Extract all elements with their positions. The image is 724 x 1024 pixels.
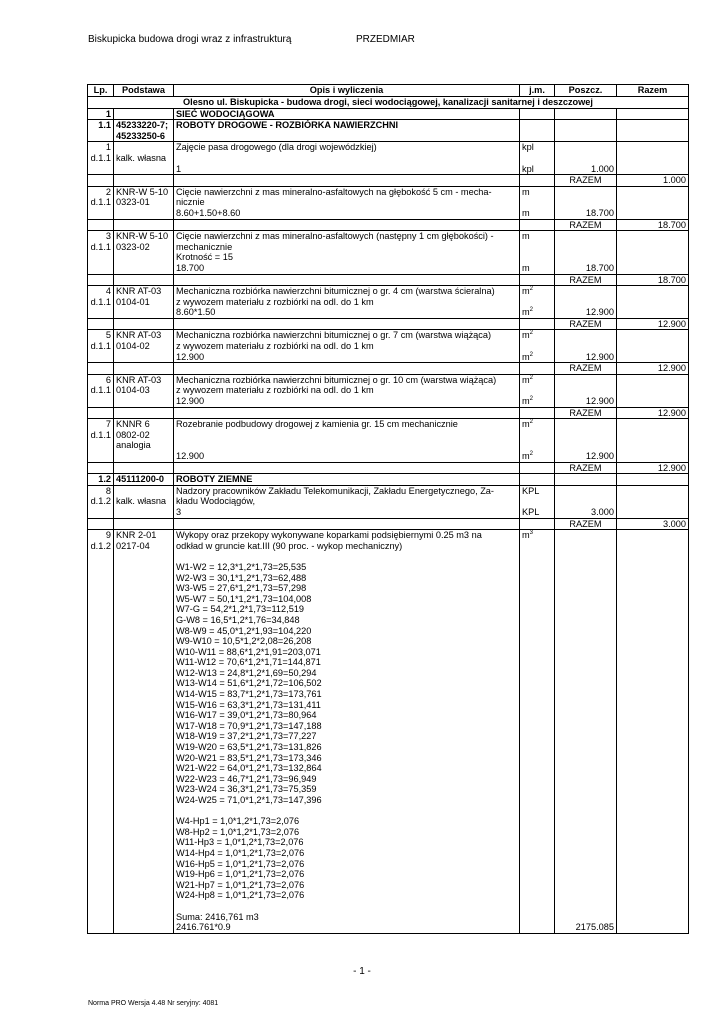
razem-value: 12.900 (617, 363, 689, 375)
item-lp: d.1.1 (90, 241, 111, 252)
razem-value: 12.900 (617, 462, 689, 474)
section-title: ROBOTY DROGOWE - ROZBIÓRKA NAWIERZCHNI (176, 120, 399, 131)
razem-row (88, 363, 689, 375)
item-poszcz (557, 647, 614, 658)
item-jm (522, 647, 552, 658)
item-jm (522, 784, 552, 795)
razem-label: RAZEM (555, 363, 617, 375)
item-jm (522, 385, 552, 396)
item-jm (522, 297, 552, 308)
item-poszcz (557, 806, 614, 817)
item-poszcz (557, 573, 614, 584)
item-poszcz (557, 668, 614, 679)
item-jm (522, 242, 552, 253)
razem-row (88, 318, 689, 330)
item-jm (522, 657, 552, 668)
header-right: PRZEDMIAR (356, 34, 415, 45)
item-jm (522, 430, 552, 441)
item-poszcz (557, 753, 614, 764)
item-row (88, 419, 689, 462)
item-lp: d.1.1 (90, 152, 111, 163)
item-opis: z wywozem materiału z rozbiórki na odl. do 1 km (176, 296, 374, 307)
section-title: SIEĆ WODOCIĄGOWA (176, 108, 275, 119)
col-poszcz-header: Poszcz. (555, 85, 617, 97)
item-opis: Suma: 2416,761 m3 (176, 911, 259, 922)
item-opis: Mechaniczna rozbiórka nawierzchni bitumicznej o gr. 10 cm (warstwa wiążąca) (176, 374, 497, 385)
item-jm: $m^2$ (522, 374, 533, 385)
item-jm (522, 551, 552, 562)
item-lp: d.1.1 (90, 385, 111, 396)
item-opis: 3 (176, 506, 182, 517)
item-podstawa (116, 109, 171, 120)
section-row (88, 120, 689, 142)
page-number: - 1 - (353, 966, 371, 977)
item-opis: W5-W7 = 50,1*1,2*1,73=104,008 (176, 593, 312, 604)
item-poszcz (557, 689, 614, 700)
item-opis: W10-W11 = 88,6*1,2*1,91=203,071 (176, 646, 321, 657)
item-poszcz (557, 774, 614, 785)
item-poszcz (557, 710, 614, 721)
item-opis: odkład w gruncie kat.III (90 proc. - wykop mechaniczny) (176, 540, 403, 551)
item-jm: m (522, 186, 530, 197)
item-jm (522, 742, 552, 753)
item-jm (522, 440, 552, 451)
item-poszcz (557, 197, 614, 208)
item-podstawa: kalk. własna (116, 496, 167, 507)
item-lp: 1 (105, 142, 111, 153)
item-jm: KPL (522, 485, 540, 496)
item-opis: W15-W16 = 63,3*1,2*1,73=131,411 (176, 699, 321, 710)
item-opis: 1 (176, 163, 182, 174)
item-lp: 1 (105, 108, 111, 119)
item-jm (522, 341, 552, 352)
item-jm (522, 541, 552, 552)
item-opis: W8-W9 = 45,0*1,2*1,93=104,220 (176, 625, 312, 636)
item-jm (522, 496, 552, 507)
item-poszcz: 3.000 (591, 506, 614, 517)
item-podstawa: 0802-02 (116, 429, 150, 440)
item-opis (176, 440, 517, 451)
item-jm (522, 869, 552, 880)
item-opis (176, 806, 517, 817)
razem-row (88, 175, 689, 187)
item-podstawa: KNR-W 5-10 (116, 186, 169, 197)
item-jm (522, 922, 552, 933)
item-opis: W4-Hp1 = 1,0*1,2*1,73=2,076 (176, 816, 300, 827)
item-jm (522, 573, 552, 584)
software-footer: Norma PRO Wersja 4.48 Nr seryjny: 4081 (88, 1000, 219, 1007)
item-opis (176, 153, 517, 164)
item-podstawa: KNR AT-03 (116, 374, 162, 385)
item-opis: W21-Hp7 = 1,0*1,2*1,73=2,076 (176, 879, 305, 890)
item-poszcz (557, 330, 614, 341)
item-opis: W2-W3 = 30,1*1,2*1,73=62,488 (176, 572, 307, 583)
item-opis: Zajęcie pasa drogowego (dla drogi wojewódzkiej) (176, 142, 377, 153)
razem-label: RAZEM (555, 462, 617, 474)
item-opis: W11-W12 = 70,6*1,2*1,71=144,871 (176, 657, 321, 668)
item-opis (176, 430, 517, 441)
item-poszcz (557, 594, 614, 605)
item-poszcz (557, 375, 614, 386)
item-opis: W1-W2 = 12,3*1,2*1,73=25,535 (176, 561, 307, 572)
item-opis: W22-W23 = 46,7*1,2*1,73=96,949 (176, 773, 317, 784)
item-jm (522, 795, 552, 806)
item-jm (522, 890, 552, 901)
item-jm (522, 806, 552, 817)
item-lp: 1.1 (98, 120, 111, 131)
item-podstawa: 0323-02 (116, 241, 150, 252)
item-opis: nicznie (176, 197, 205, 208)
item-poszcz (557, 242, 614, 253)
item-poszcz (557, 231, 614, 242)
item-jm (522, 848, 552, 859)
przedmiar-table (87, 84, 689, 934)
item-lp: 9 (105, 530, 111, 541)
item-opis: 8.60*1.50 (176, 307, 216, 318)
item-poszcz (557, 562, 614, 573)
razem-value: 12.900 (617, 407, 689, 419)
item-podstawa (116, 486, 171, 497)
table-header-row (88, 85, 689, 97)
item-opis: mechanicznie (176, 241, 233, 252)
razem-row (88, 518, 689, 530)
item-opis: 12.900 (176, 351, 205, 362)
item-jm (522, 153, 552, 164)
item-podstawa: 0104-02 (116, 341, 150, 352)
razem-label: RAZEM (555, 274, 617, 286)
item-row (88, 286, 689, 319)
item-poszcz (557, 385, 614, 396)
item-jm: $m^2$ (522, 307, 533, 318)
item-lp: 3 (105, 231, 111, 242)
item-poszcz: 12.900 (585, 451, 614, 461)
item-poszcz (557, 583, 614, 594)
razem-row (88, 462, 689, 474)
item-poszcz (557, 912, 614, 923)
item-jm: kpl (522, 142, 534, 153)
item-row (88, 330, 689, 363)
item-poszcz (557, 626, 614, 637)
item-opis: W17-W18 = 70,9*1,2*1,73=147,188 (176, 720, 322, 731)
item-poszcz (557, 297, 614, 308)
col-opis-header: Opis i wyliczenia (174, 85, 520, 97)
item-jm (522, 763, 552, 774)
item-opis: Mechaniczna rozbiórka nawierzchni bitumicznej o gr. 7 cm (warstwa wiążąca) (176, 330, 492, 341)
item-opis: Mechaniczna rozbiórka nawierzchni bitumicznej o gr. 4 cm (warstwa ścieralna) (176, 286, 495, 297)
item-podstawa: KNNR 6 (116, 419, 150, 430)
item-poszcz: 18.700 (585, 207, 614, 218)
table-body (88, 97, 689, 934)
item-poszcz: 12.900 (585, 396, 614, 407)
item-poszcz (557, 837, 614, 848)
item-poszcz (557, 763, 614, 774)
project-title-row (88, 97, 689, 109)
item-opis: W16-Hp5 = 1,0*1,2*1,73=2,076 (176, 858, 305, 869)
razem-value: 12.900 (617, 318, 689, 330)
item-jm (522, 197, 552, 208)
item-opis: W14-Hp4 = 1,0*1,2*1,73=2,076 (176, 847, 305, 858)
item-podstawa: KNR AT-03 (116, 330, 162, 341)
item-opis: W20-W21 = 83,5*1,2*1,73=173,346 (176, 752, 322, 763)
item-jm (522, 816, 552, 827)
item-jm: $m^2$ (522, 286, 533, 297)
item-podstawa: 0104-03 (116, 385, 150, 396)
item-poszcz (557, 848, 614, 859)
item-opis: W19-W20 = 63,5*1,2*1,73=131,826 (176, 742, 322, 753)
razem-row (88, 274, 689, 286)
item-poszcz (557, 721, 614, 732)
item-opis: W11-Hp3 = 1,0*1,2*1,73=2,076 (176, 837, 304, 848)
item-jm (522, 689, 552, 700)
item-podstawa: 0217-04 (116, 540, 150, 551)
razem-value: 18.700 (617, 219, 689, 231)
item-poszcz (557, 541, 614, 552)
item-opis: kładu Wodociągów, (176, 496, 255, 507)
item-opis: z wywozem materiału z rozbiórki na odl. do 1 km (176, 341, 374, 352)
item-opis: Wykopy oraz przekopy wykonywane koparkami podsiębiernymi 0.25 m3 na (176, 530, 482, 541)
item-jm (522, 721, 552, 732)
item-opis: W16-W17 = 39,0*1,2*1,73=80,964 (176, 710, 317, 721)
item-poszcz (557, 657, 614, 668)
item-podstawa: analogia (116, 440, 151, 451)
col-lp-header: Lp. (88, 85, 114, 97)
item-poszcz: 2175.085 (575, 922, 614, 933)
col-podstawa-header: Podstawa (114, 85, 174, 97)
item-jm: $m^2$ (522, 395, 533, 407)
item-podstawa: 45233220-7; (116, 120, 169, 131)
razem-label: RAZEM (555, 175, 617, 187)
item-lp: d.1.2 (90, 496, 111, 507)
item-opis: W14-W15 = 83,7*1,2*1,73=173,761 (176, 689, 322, 700)
item-poszcz (557, 636, 614, 647)
item-opis: W3-W5 = 27,6*1,2*1,73=57,298 (176, 583, 307, 594)
section-title: ROBOTY ZIEMNE (176, 474, 253, 485)
item-poszcz (557, 731, 614, 742)
item-jm (522, 604, 552, 615)
item-poszcz (557, 604, 614, 615)
item-podstawa: 45233250-6 (116, 130, 166, 141)
razem-label: RAZEM (555, 219, 617, 231)
item-poszcz (557, 187, 614, 198)
section-row (88, 474, 689, 486)
item-jm: $m^2$ (522, 330, 533, 341)
item-poszcz (557, 430, 614, 441)
item-opis (176, 551, 517, 562)
item-poszcz (557, 142, 614, 153)
item-poszcz (557, 678, 614, 689)
item-opis: W19-Hp6 = 1,0*1,2*1,73=2,076 (176, 869, 305, 880)
item-jm: KPL (522, 506, 540, 517)
razem-value: 18.700 (617, 274, 689, 286)
item-poszcz (557, 615, 614, 626)
item-row (88, 231, 689, 274)
item-jm (522, 626, 552, 637)
item-jm: m (522, 262, 530, 273)
item-opis: 2416.761*0.9 (176, 922, 231, 933)
item-opis: W24-Hp8 = 1,0*1,2*1,73=2,076 (176, 890, 305, 901)
item-lp: 4 (105, 286, 111, 297)
item-lp: d.1.1 (90, 296, 111, 307)
item-poszcz (557, 700, 614, 711)
item-row (88, 186, 689, 219)
item-opis: Krotność = 15 (176, 252, 233, 263)
item-poszcz (557, 880, 614, 891)
item-poszcz: 12.900 (585, 307, 614, 318)
razem-label: RAZEM (555, 407, 617, 419)
item-jm (522, 880, 552, 891)
item-jm (522, 678, 552, 689)
item-jm (522, 668, 552, 679)
item-opis: Nadzory pracowników Zakładu Telekomunikacji, Zakładu Energetycznego, Za- (176, 485, 494, 496)
item-jm: $m^2$ (522, 450, 533, 461)
item-row (88, 530, 689, 934)
item-lp: d.1.2 (90, 540, 111, 551)
item-podstawa: KNR AT-03 (116, 286, 162, 297)
col-razem-header: Razem (617, 85, 689, 97)
header-left: Biskupicka budowa drogi wraz z infrastrukturą (88, 34, 292, 45)
item-jm: kpl (522, 163, 534, 174)
item-opis: 18.700 (176, 262, 205, 273)
item-poszcz (557, 419, 614, 430)
item-poszcz (557, 496, 614, 507)
item-poszcz (557, 440, 614, 451)
razem-label: RAZEM (555, 518, 617, 530)
col-jm-header: j.m. (520, 85, 555, 97)
razem-row (88, 407, 689, 419)
item-poszcz: 18.700 (585, 262, 614, 273)
item-jm (522, 615, 552, 626)
item-opis: W12-W13 = 24,8*1,2*1,69=50,294 (176, 667, 317, 678)
item-poszcz (557, 859, 614, 870)
item-opis: W9-W10 = 10,5*1,2*2,08=26,208 (176, 636, 312, 647)
item-opis: W18-W19 = 37,2*1,2*1,73=77,227 (176, 731, 317, 742)
item-poszcz (557, 153, 614, 164)
item-poszcz (557, 486, 614, 497)
item-poszcz (557, 341, 614, 352)
item-opis: 8.60+1.50+8.60 (176, 207, 241, 218)
item-opis: Rozebranie podbudowy drogowej z kamienia gr. 15 cm mechanicznie (176, 419, 458, 430)
item-lp: 8 (105, 485, 111, 496)
item-opis: W13-W14 = 51,6*1,2*1,72=106,502 (176, 678, 322, 689)
section-title (176, 131, 517, 142)
item-podstawa: KNR 2-01 (116, 530, 157, 541)
item-jm (522, 827, 552, 838)
item-opis: Cięcie nawierzchni z mas mineralno-asfaltowych na głębokość 5 cm - mecha- (176, 186, 492, 197)
item-opis: W21-W22 = 64,0*1,2*1,73=132,864 (176, 763, 322, 774)
item-lp: 6 (105, 374, 111, 385)
item-lp: d.1.1 (90, 429, 111, 440)
item-jm (522, 731, 552, 742)
item-jm (522, 583, 552, 594)
item-jm (522, 710, 552, 721)
razem-value: 3.000 (617, 518, 689, 530)
item-podstawa: 0104-01 (116, 296, 150, 307)
item-jm (522, 912, 552, 923)
item-podstawa: kalk. własna (116, 152, 167, 163)
item-jm (522, 859, 552, 870)
item-poszcz (557, 890, 614, 901)
item-jm (522, 837, 552, 848)
item-poszcz: 1.000 (591, 163, 614, 174)
item-jm: m (522, 207, 530, 218)
item-jm: $m^3$ (522, 530, 533, 541)
item-jm: $m^2$ (522, 351, 533, 362)
item-jm (522, 774, 552, 785)
item-lp: 2 (105, 186, 111, 197)
item-row (88, 374, 689, 407)
item-poszcz (557, 795, 614, 806)
item-podstawa: KNR-W 5-10 (116, 231, 169, 242)
item-opis: z wywozem materiału z rozbiórki na odl. do 1 km (176, 385, 374, 396)
item-jm: m (522, 231, 530, 242)
item-opis (176, 901, 517, 912)
item-jm (522, 562, 552, 573)
item-poszcz (557, 530, 614, 541)
item-podstawa (116, 142, 171, 153)
item-poszcz (557, 827, 614, 838)
item-lp: 7 (105, 419, 111, 430)
item-jm (522, 753, 552, 764)
item-opis: Cięcie nawierzchni z mas mineralno-asfaltowych (następny 1 cm głębokości) - (176, 231, 494, 242)
item-lp: 1.2 (98, 474, 111, 485)
item-poszcz (557, 551, 614, 562)
item-row (88, 485, 689, 518)
item-poszcz (557, 816, 614, 827)
item-podstawa: 0323-01 (116, 197, 150, 208)
item-poszcz: 12.900 (585, 351, 614, 362)
item-lp: d.1.1 (90, 197, 111, 208)
item-podstawa: 45111200-0 (116, 474, 165, 485)
item-opis: W7-G = 54,2*1,2*1,73=112,519 (176, 604, 305, 615)
item-lp: 5 (105, 330, 111, 341)
razem-label: RAZEM (555, 318, 617, 330)
item-opis: W8-Hp2 = 1,0*1,2*1,73=2,076 (176, 826, 300, 837)
razem-value: 1.000 (617, 175, 689, 187)
item-row (88, 142, 689, 175)
item-jm (522, 594, 552, 605)
item-jm: $m^2$ (522, 419, 533, 430)
item-jm (522, 252, 552, 263)
item-poszcz (557, 286, 614, 297)
item-jm (522, 700, 552, 711)
section-row (88, 108, 689, 120)
item-opis: W24-W25 = 71,0*1,2*1,73=147,396 (176, 795, 322, 805)
item-opis: 12.900 (176, 451, 205, 461)
item-poszcz (557, 784, 614, 795)
item-poszcz (557, 901, 614, 912)
item-poszcz (557, 742, 614, 753)
item-jm (522, 636, 552, 647)
item-opis: W23-W24 = 36,3*1,2*1,73=75,359 (176, 784, 317, 795)
item-opis: G-W8 = 16,5*1,2*1,76=34,848 (176, 614, 300, 625)
item-poszcz (557, 252, 614, 263)
project-title: Olesno ul. Biskupicka - budowa drogi, sieci wodociągowej, kanalizacji sanitarnej i deszczowej (88, 97, 689, 109)
item-jm (522, 901, 552, 912)
item-lp: d.1.1 (90, 341, 111, 352)
item-poszcz (557, 869, 614, 880)
item-opis: 12.900 (176, 396, 205, 407)
razem-row (88, 219, 689, 231)
